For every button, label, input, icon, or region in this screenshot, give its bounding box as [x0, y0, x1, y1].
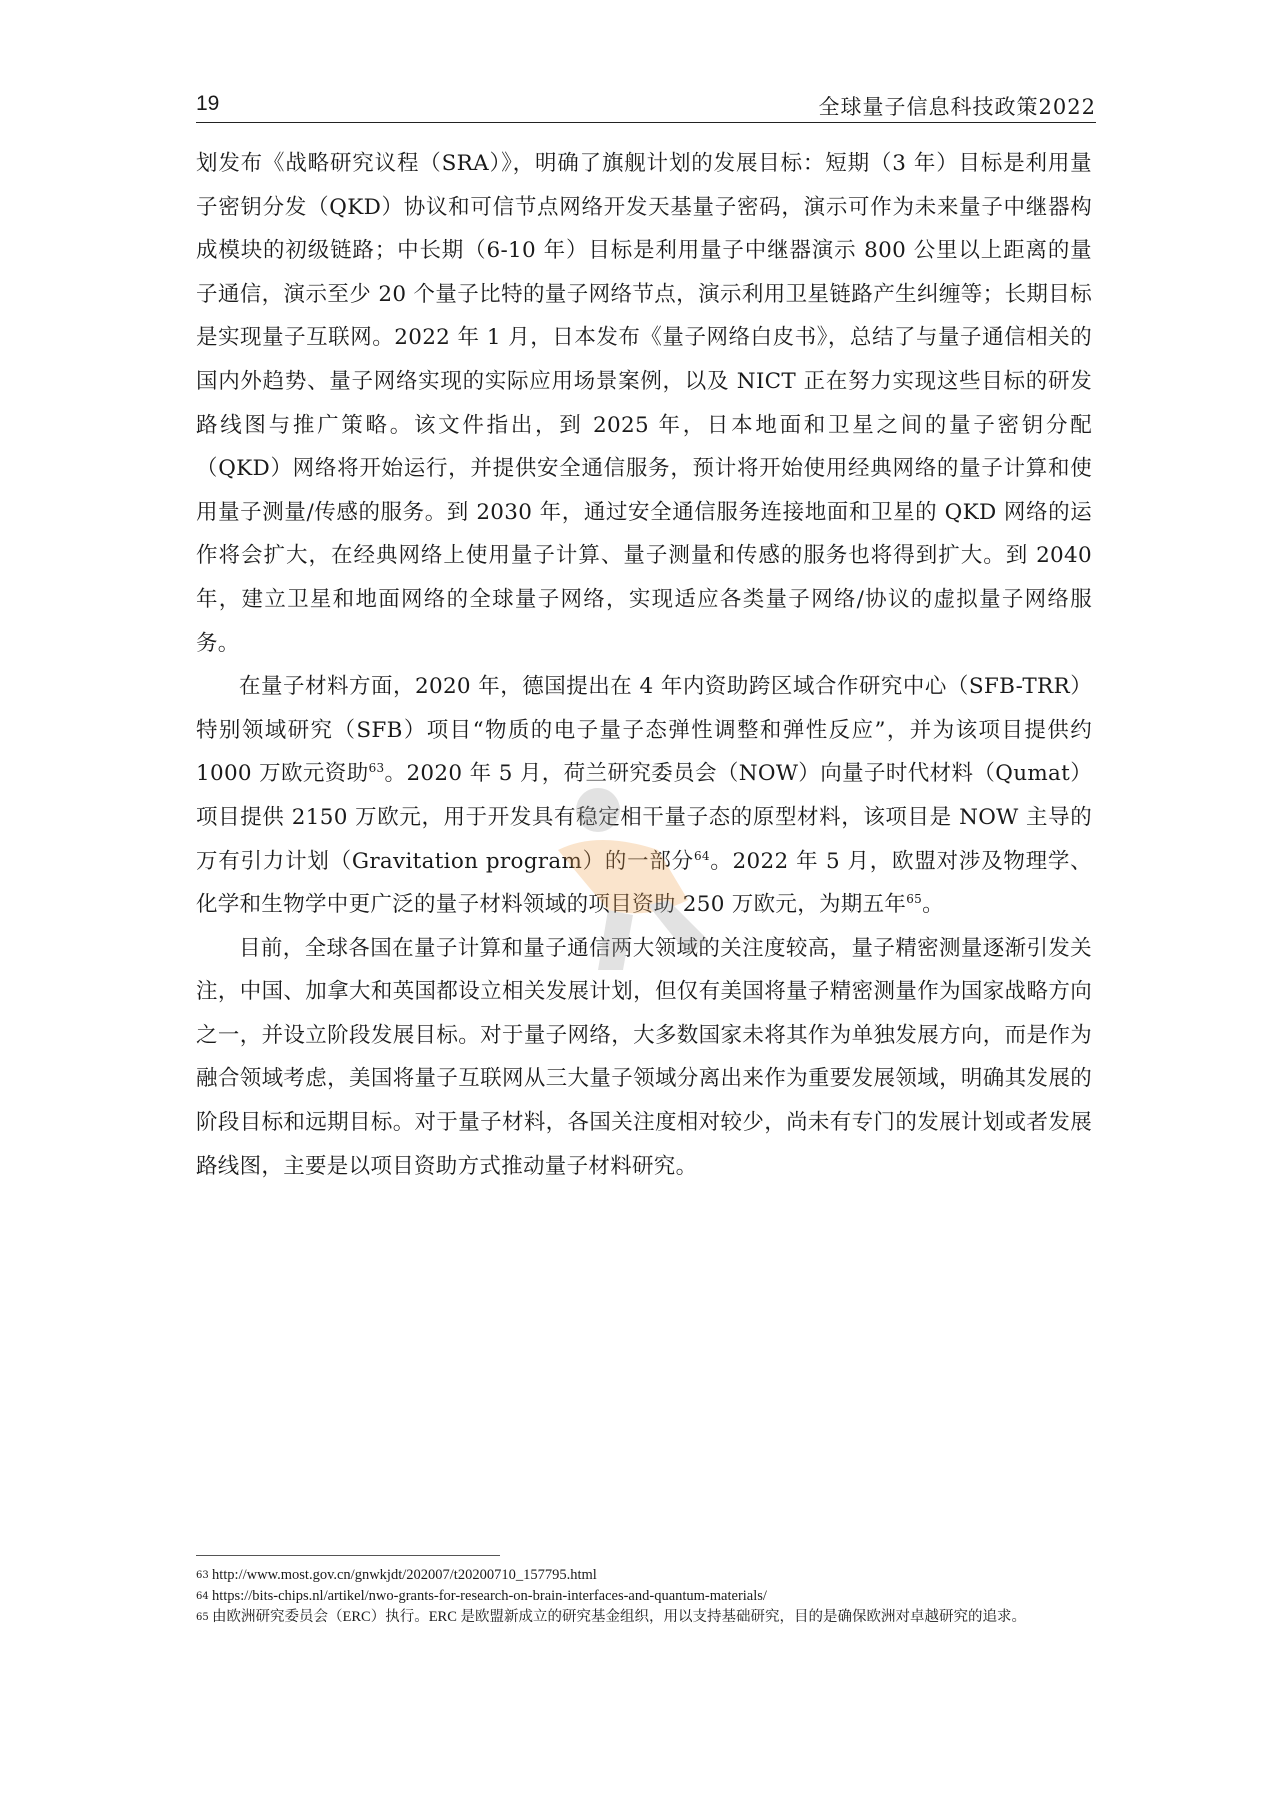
- footnote-item: [196, 1565, 1092, 1586]
- footnote-number: 64: [196, 1591, 209, 1602]
- paragraph-segment: 在量子材料方面，2020 年，德国提出在 4 年内资助跨区域合作研究中心（SFB-TRR）特别领域研究（SFB）项目“物质的电子量子态弹性调整和弹性反应”，并为该项目提供约 1000 万欧元资助: [196, 674, 1092, 787]
- footnote-ref-64[interactable]: 64: [693, 848, 710, 863]
- paragraph-quantum-materials: [196, 665, 1092, 927]
- footnote-link[interactable]: http://www.most.gov.cn/gnwkjdt/202007/t20200710_157795.html: [212, 1567, 597, 1583]
- footnote-number: 63: [196, 1570, 209, 1581]
- paragraph-continued: 划发布《战略研究议程（SRA）》，明确了旗舰计划的发展目标：短期（3 年）目标是利用量子密钥分发（QKD）协议和可信节点网络开发天基量子密码，演示可作为未来量子中继器构成模块的初级链路；中长期（6-10 年）目标是利用量子中继器演示 800 公里以上距离的量子通信，演示至少 20 个量子比特的量子网络节点，演示利用卫星链路产生纠缠等；长期目标是实现量子互联网。2022 年 1 月，日本发布《量子网络白皮书》，总结了与量子通信相关的国内外趋势、量子网络实现的实际应用场景案例，以及 NICT 正在努力实现这些目标的研发路线图与推广策略。该文件指出，到 2025 年，日本地面和卫星之间的量子密钥分配（QKD）网络将开始运行，并提供安全通信服务，预计将开始使用经典网络的量子计算和使用量子测量/传感的服务。到 2030 年，通过安全通信服务连接地面和卫星的 QKD 网络的运作将会扩大，在经典网络上使用量子计算、量子测量和传感的服务也将得到扩大。到 2040 年，建立卫星和地面网络的全球量子网络，实现适应各类量子网络/协议的虚拟量子网络服务。: [196, 151, 1092, 656]
- footnote-ref-65[interactable]: 65: [906, 892, 923, 907]
- footnote-text: 由欧洲研究委员会（ERC）执行。ERC 是欧盟新成立的研究基金组织，用以支持基础研究，目的是确保欧洲对卓越研究的追求。: [212, 1609, 1027, 1625]
- paragraph-segment: 。: [922, 892, 944, 918]
- footnote-ref-63[interactable]: 63: [368, 761, 385, 776]
- page-number: 19: [196, 92, 220, 115]
- footnote-item: [196, 1586, 1092, 1607]
- paragraph-summary: 目前，全球各国在量子计算和量子通信两大领域的关注度较高，量子精密测量逐渐引发关注，中国、加拿大和英国都设立相关发展计划，但仅有美国将量子精密测量作为国家战略方向之一，并设立阶段发展目标。对于量子网络，大多数国家未将其作为单独发展方向，而是作为融合领域考虑，美国将量子互联网从三大量子领域分离出来作为重要发展领域，明确其发展的阶段目标和远期目标。对于量子材料，各国关注度相对较少，尚未有专门的发展计划或者发展路线图，主要是以项目资助方式推动量子材料研究。: [196, 935, 1092, 1179]
- footnotes: [196, 1565, 1092, 1628]
- body-text: [196, 142, 1092, 1188]
- footnote-link[interactable]: https://bits-chips.nl/artikel/nwo-grants-for-research-on-brain-interfaces-and-quantum-materials/: [212, 1588, 767, 1604]
- footnote-number: 65: [196, 1612, 209, 1623]
- page-header: [196, 88, 1096, 123]
- paragraph-segment: 。2020 年 5 月，荷兰研究委员会（NOW）向量子时代材料（Qumat）项目提供 2150 万欧元，用于开发具有稳定相干量子态的原型材料，该项目是 NOW 主导的万有引力计划（Gravitation program）的一部分: [196, 761, 1093, 874]
- footnote-divider: [196, 1555, 500, 1556]
- running-title: 全球量子信息科技政策2022: [818, 95, 1096, 119]
- footnote-item: [196, 1607, 1092, 1628]
- paragraph-segment: 。2022 年 5 月，欧盟对涉及物理学、化学和生物学中更广泛的量子材料领域的项目资助 250 万欧元，为期五年: [196, 848, 1092, 918]
